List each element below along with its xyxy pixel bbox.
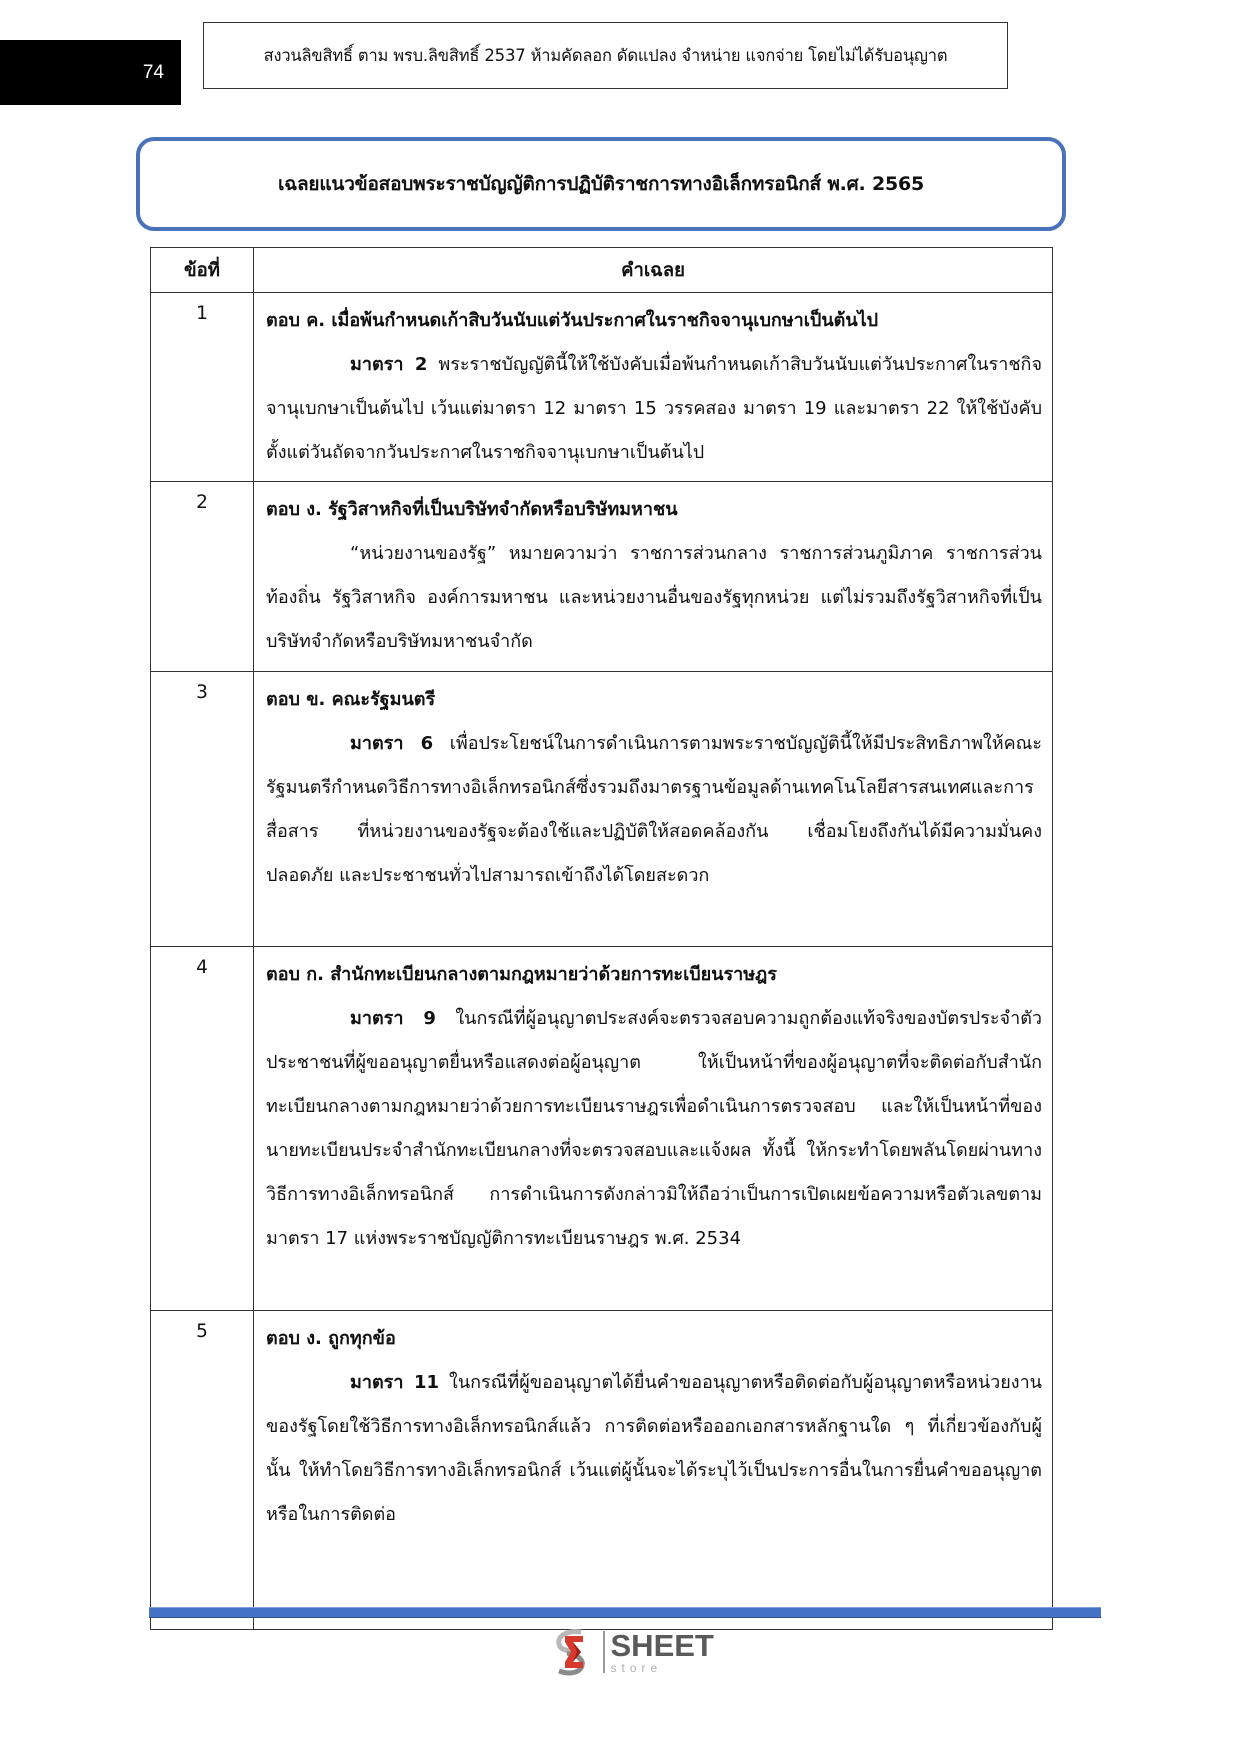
- logo-separator: [603, 1631, 605, 1673]
- table-row: [151, 482, 1053, 672]
- copyright-notice: สงวนลิขสิทธิ์ ตาม พรบ.ลิขสิทธิ์ 2537 ห้ามคัดลอก ดัดแปลง จำหน่าย แจกจ่าย โดยไม่ได้รับอนุญาต: [263, 45, 948, 65]
- explanation: [266, 722, 1042, 898]
- page-number-box: [0, 40, 181, 105]
- explanation: [266, 343, 1042, 475]
- question-number: 3: [151, 672, 254, 947]
- answer-cell: [254, 947, 1053, 1311]
- copyright-notice-box: [203, 22, 1008, 89]
- section-label: มาตรา 9: [350, 1008, 436, 1029]
- logo-text: [611, 1630, 714, 1674]
- section-label: มาตรา 2: [350, 354, 428, 375]
- column-header-number: ข้อที่: [151, 248, 254, 293]
- answer-choice: ตอบ ง. รัฐวิสาหกิจที่เป็นบริษัทจำกัดหรือบริษัทมหาชน: [266, 499, 678, 520]
- table-row: [151, 1311, 1053, 1630]
- table-row: [151, 947, 1053, 1311]
- answer-cell: [254, 672, 1053, 947]
- logo-sub: store: [610, 1661, 663, 1675]
- page-number: 74: [142, 61, 164, 83]
- answer-table: [150, 247, 1053, 1630]
- question-number: 2: [151, 482, 254, 672]
- logo-brand: SHEET: [610, 1628, 714, 1663]
- answer-choice: ตอบ ง. ถูกทุกข้อ: [266, 1328, 396, 1349]
- explanation: [266, 532, 1042, 664]
- question-number: 5: [151, 1311, 254, 1630]
- answer-choice: ตอบ ข. คณะรัฐมนตรี: [266, 689, 436, 710]
- explanation-text: พระราชบัญญัตินี้ให้ใช้บังคับเมื่อพ้นกำหนดเก้าสิบวันนับแต่วันประกาศในราชกิจจานุเบกษาเป็นต้นไป เว้นแต่มาตรา 12 มาตรา 15 วรรคสอง มาตรา 19 และมาตรา 22 ให้ใช้บังคับตั้งแต่วันถัดจากวันประกาศในราชกิจจานุเบกษาเป็นต้นไป: [266, 354, 1042, 463]
- explanation-text: ในกรณีที่ผู้อนุญาตประสงค์จะตรวจสอบความถูกต้องแท้จริงของบัตรประจำตัวประชาชนที่ผู้ขออนุญาตยื่นหรือแสดงต่อผู้อนุญาต ให้เป็นหน้าที่ของผู้อนุญาตที่จะติดต่อกับสำนักทะเบียนกลางตามกฎหมายว่าด้วยการทะเบียนราษฎรเพื่อดำเนินการตรวจสอบ และให้เป็นหน้าที่ของนายทะเบียนประจำสำนักทะเบียนกลางที่จะตรวจสอบและแจ้งผล ทั้งนี้ ให้กระทำโดยพลันโดยผ่านทางวิธีการทางอิเล็กทรอนิกส์ การดำเนินการดังกล่าวมิให้ถือว่าเป็นการเปิดเผยข้อความหรือตัวเลขตามมาตรา 17 แห่งพระราชบัญญัติการทะเบียนราษฎร พ.ศ. 2534: [266, 1008, 1042, 1249]
- answer-cell: [254, 1311, 1053, 1630]
- section-label: มาตรา 11: [350, 1372, 440, 1393]
- footer-divider-bar: [149, 1607, 1101, 1618]
- explanation: [266, 1361, 1042, 1537]
- title-box: [136, 137, 1066, 231]
- question-number: 4: [151, 947, 254, 1311]
- sheet-store-s-logo-icon: [551, 1628, 597, 1676]
- table-row: [151, 293, 1053, 482]
- explanation-text: “หน่วยงานของรัฐ” หมายความว่า ราชการส่วนกลาง ราชการส่วนภูมิภาค ราชการส่วนท้องถิ่น รัฐวิสาหกิจ องค์การมหาชน และหน่วยงานอื่นของรัฐทุกหน่วย แต่ไม่รวมถึงรัฐวิสาหกิจที่เป็นบริษัทจำกัดหรือบริษัทมหาชนจำกัด: [266, 543, 1042, 652]
- answer-cell: [254, 293, 1053, 482]
- column-header-answer: คำเฉลย: [254, 248, 1053, 293]
- explanation: [266, 997, 1042, 1261]
- section-label: มาตรา 6: [350, 733, 434, 754]
- answer-cell: [254, 482, 1053, 672]
- answer-choice: ตอบ ค. เมื่อพ้นกำหนดเก้าสิบวันนับแต่วันประกาศในราชกิจจานุเบกษาเป็นต้นไป: [266, 310, 879, 331]
- page-title: เฉลยแนวข้อสอบพระราชบัญญัติการปฏิบัติราชการทางอิเล็กทรอนิกส์ พ.ศ. 2565: [277, 173, 925, 195]
- sheet-store-logo: [551, 1628, 714, 1676]
- table-header-row: [151, 248, 1053, 293]
- table-row: [151, 672, 1053, 947]
- answer-choice: ตอบ ก. สำนักทะเบียนกลางตามกฎหมายว่าด้วยการทะเบียนราษฎร: [266, 964, 777, 985]
- explanation-text: ในกรณีที่ผู้ขออนุญาตได้ยื่นคำขออนุญาตหรือติดต่อกับผู้อนุญาตหรือหน่วยงานของรัฐโดยใช้วิธีการทางอิเล็กทรอนิกส์แล้ว การติดต่อหรือออกเอกสารหลักฐานใด ๆ ที่เกี่ยวข้องกับผู้นั้น ให้ทำโดยวิธีการทางอิเล็กทรอนิกส์ เว้นแต่ผู้นั้นจะได้ระบุไว้เป็นประการอื่นในการยื่นคำขออนุญาตหรือในการติดต่อ: [266, 1372, 1042, 1525]
- explanation-text: เพื่อประโยชน์ในการดำเนินการตามพระราชบัญญัตินี้ให้มีประสิทธิภาพให้คณะรัฐมนตรีกำหนดวิธีการทางอิเล็กทรอนิกส์ซึ่งรวมถึงมาตรฐานข้อมูลด้านเทคโนโลยีสารสนเทศและการสื่อสาร ที่หน่วยงานของรัฐจะต้องใช้และปฏิบัติให้สอดคล้องกัน เชื่อมโยงถึงกันได้มีความมั่นคงปลอดภัย และประชาชนทั่วไปสามารถเข้าถึงได้โดยสะดวก: [266, 733, 1042, 886]
- question-number: 1: [151, 293, 254, 482]
